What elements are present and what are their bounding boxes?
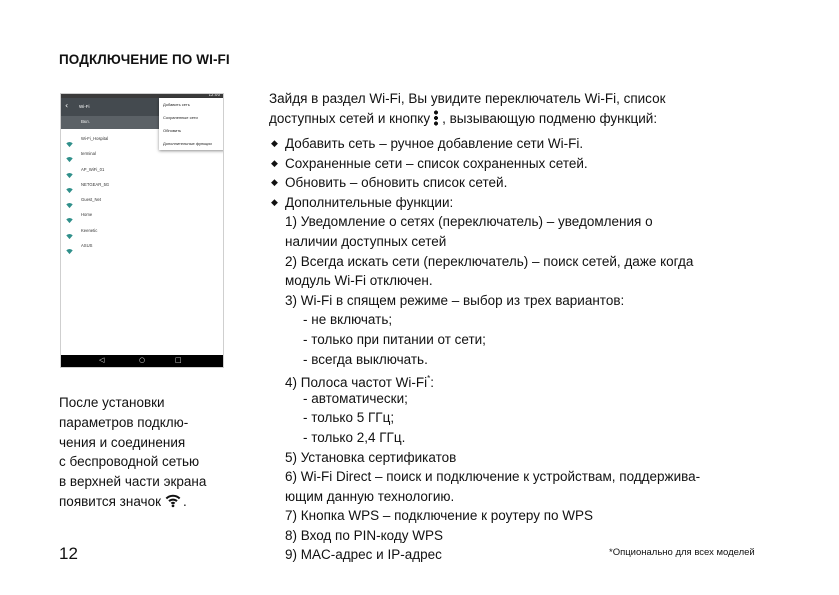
network-name: Keenetic <box>81 227 98 233</box>
network-item[interactable] <box>61 207 223 222</box>
sub-item-text: 5) Установка сертификатов <box>285 449 457 465</box>
sub-item <box>285 232 809 252</box>
caption <box>59 393 239 514</box>
network-item[interactable] <box>61 162 223 177</box>
caption-line <box>59 433 239 453</box>
bullet-list <box>269 134 809 212</box>
menu-item[interactable]: Обновить <box>163 128 182 133</box>
network-item[interactable] <box>61 192 223 207</box>
intro-line-2 <box>269 109 809 129</box>
caption-line <box>59 413 239 433</box>
sub-item-text: 1) Уведомление о сетях (переключатель) – уведомления о <box>285 214 653 230</box>
bullet-item <box>269 154 809 174</box>
bullet-item <box>269 134 809 154</box>
sub-item-text: - только 5 ГГц; <box>303 410 395 426</box>
network-name: ASUS <box>81 243 93 249</box>
sub-item <box>285 487 809 507</box>
sub-item <box>285 350 809 370</box>
wifi-icon <box>66 242 73 260</box>
bullet-text: Обновить – обновить список сетей. <box>285 175 508 191</box>
nav-recent-icon[interactable]: □ <box>175 356 182 364</box>
caption-text: параметров подклю- <box>59 414 189 430</box>
network-item[interactable] <box>61 238 223 253</box>
network-name: terminal <box>81 151 96 157</box>
caption-end: . <box>183 493 187 509</box>
sub-item-text: 4) Полоса частот Wi-Fi <box>285 375 428 391</box>
sub-item-suffix: : <box>430 375 435 391</box>
sub-item <box>285 330 809 350</box>
main-text <box>269 89 809 565</box>
caption-text: появится значок <box>59 493 161 509</box>
intro-line-2-end: , вызывающую подменю функций: <box>442 111 658 126</box>
sub-item-text: 9) MAC-адрес и IP-адрес <box>285 547 442 563</box>
sub-item-text: 3) Wi-Fi в спящем режиме – выбор из трех вариантов: <box>285 292 625 308</box>
caption-line <box>59 393 239 413</box>
menu-item[interactable]: Сохраненные сети <box>163 115 198 120</box>
footnote-marker: * <box>427 374 431 384</box>
sub-list <box>269 212 809 565</box>
sub-item <box>285 212 809 232</box>
bullet-icon: ◆ <box>271 177 278 188</box>
sub-item <box>285 369 809 389</box>
menu-item[interactable]: Дополнительные функции <box>163 141 212 146</box>
footnote: *Опционально для всех моделей <box>609 547 755 558</box>
sub-item <box>285 389 809 409</box>
caption-line <box>59 452 239 472</box>
network-name: AP_WiFi_01 <box>81 166 105 172</box>
network-name: Guest_Net <box>81 197 102 203</box>
network-name: NETGEAR_5G <box>81 181 110 187</box>
nav-home-icon[interactable]: ○ <box>139 356 146 364</box>
sub-item-text: - автоматически; <box>303 390 408 406</box>
bullet-item <box>269 193 809 213</box>
caption-text: в верхней части экрана <box>59 474 207 490</box>
sub-item <box>285 428 809 448</box>
app-bar-title: Wi-Fi <box>79 104 90 109</box>
sub-item <box>285 271 809 291</box>
more-vertical-icon <box>434 110 438 126</box>
overflow-menu <box>159 98 224 150</box>
sub-item-text: - только при питании от сети; <box>303 331 486 347</box>
bullet-icon: ◆ <box>271 138 278 148</box>
sub-item <box>285 252 809 272</box>
sub-item-text: 8) Вход по PIN-коду WPS <box>285 527 444 543</box>
caption-line <box>59 492 239 514</box>
bullet-text: Дополнительные функции: <box>285 194 454 210</box>
network-name: Wi-Fi_Hospital <box>81 136 109 141</box>
sub-item <box>285 291 809 311</box>
bullet-icon: ◆ <box>271 157 278 168</box>
sub-item <box>285 467 809 487</box>
intro-line-2-start: доступных сетей и кнопку <box>269 111 431 126</box>
arrow-left-icon[interactable]: ‹ <box>65 101 69 110</box>
bullet-text: Добавить сеть – ручное добавление сети Wi-Fi. <box>285 136 584 151</box>
page-number: 12 <box>59 544 78 563</box>
sub-item <box>285 506 809 526</box>
wifi-icon <box>165 493 181 514</box>
caption-text: После установки <box>59 395 165 410</box>
sub-item <box>285 526 809 546</box>
bullet-item <box>269 173 809 193</box>
caption-line <box>59 472 239 492</box>
sub-item-text: - только 2,4 ГГц. <box>303 429 406 445</box>
sub-item <box>285 448 809 468</box>
sub-item-text: 6) Wi-Fi Direct – поиск и подключение к устройствам, поддержива- <box>285 469 701 485</box>
nav-back-icon[interactable]: ◁ <box>99 356 105 364</box>
phone-screenshot <box>60 93 224 368</box>
sub-item <box>285 408 809 428</box>
sub-item-text: - всегда выключать. <box>303 351 428 367</box>
caption-text: с беспроводной сетью <box>59 454 200 470</box>
wifi-toggle-label: Вкл. <box>81 119 90 124</box>
bullet-text: Сохраненные сети – список сохраненных сетей. <box>285 155 588 171</box>
network-item[interactable] <box>61 177 223 192</box>
menu-item[interactable]: Добавить сеть <box>163 102 190 107</box>
sub-item-text: модуль Wi-Fi отключен. <box>285 273 433 289</box>
sub-item-text: 7) Кнопка WPS – подключение к роутеру по WPS <box>285 508 594 524</box>
status-time: 12:00 <box>208 93 220 97</box>
network-name: Home <box>81 212 93 218</box>
sub-item-text: ющим данную технологию. <box>285 488 455 504</box>
navigation-bar <box>61 355 223 367</box>
sub-item <box>285 310 809 330</box>
intro-line-1: Зайдя в раздел Wi-Fi, Вы увидите переключатель Wi-Fi, список <box>269 91 666 106</box>
sub-item-text: 2) Всегда искать сети (переключатель) – поиск сетей, даже когда <box>285 253 694 269</box>
sub-item-text: - не включать; <box>303 312 393 328</box>
bullet-icon: ◆ <box>271 196 278 207</box>
sub-item-text: наличии доступных сетей <box>285 233 447 249</box>
network-item[interactable] <box>61 223 223 238</box>
page-title: ПОДКЛЮЧЕНИЕ ПО WI-FI <box>59 52 230 67</box>
caption-text: чения и соединения <box>59 434 186 450</box>
